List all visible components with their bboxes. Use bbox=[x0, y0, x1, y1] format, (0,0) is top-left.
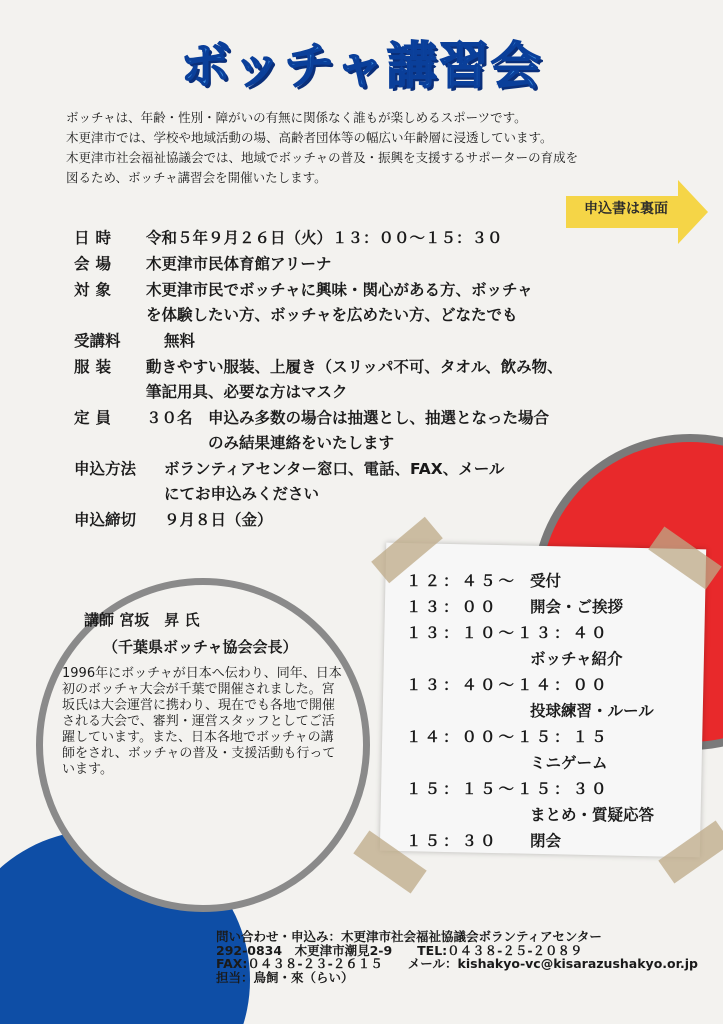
schedule-item: 開会・ご挨拶 bbox=[530, 598, 624, 616]
application-form-note: 申込書は裏面 bbox=[584, 201, 668, 217]
detail-label: 申込方法 bbox=[74, 460, 137, 478]
detail-label: 申込締切 bbox=[74, 511, 137, 529]
schedule-item: 受付 bbox=[530, 572, 562, 590]
schedule-row bbox=[406, 698, 696, 724]
schedule-item: まとめ・質疑応答 bbox=[530, 806, 655, 824]
detail-label: 定員 bbox=[74, 409, 118, 427]
schedule-time bbox=[406, 698, 530, 724]
schedule-item: ボッチャ紹介 bbox=[530, 650, 623, 668]
detail-row-date bbox=[74, 226, 674, 251]
detail-row-target bbox=[74, 278, 674, 328]
intro-line: 木更津市では、学校や地域活動の場、高齢者団体等の幅広い年齢層に浸透しています。 bbox=[66, 130, 553, 145]
intro-text bbox=[66, 108, 686, 188]
schedule-item: 閉会 bbox=[530, 832, 562, 850]
schedule-list bbox=[406, 568, 696, 854]
detail-row-clothing bbox=[74, 355, 674, 405]
contact-info bbox=[216, 930, 698, 984]
schedule-time: １５：３０ bbox=[406, 832, 499, 850]
schedule-row bbox=[406, 802, 696, 828]
schedule-item: 投球練習・ルール bbox=[530, 702, 654, 720]
detail-row-capacity bbox=[74, 406, 674, 456]
event-details bbox=[74, 226, 674, 534]
contact-line: 担当：鳥飼・來（らい） bbox=[216, 969, 354, 985]
schedule-row bbox=[406, 568, 696, 594]
detail-value: ３０名 申込み多数の場合は抽選とし、抽選となった場合 のみ結果連絡をいたします bbox=[146, 409, 550, 452]
schedule-row bbox=[406, 646, 696, 672]
detail-value: 木更津市民体育館アリーナ bbox=[146, 255, 332, 273]
schedule-time: １５：１５～１５：３０ bbox=[406, 780, 610, 798]
detail-label: 受講料 bbox=[74, 332, 121, 350]
schedule-time bbox=[406, 802, 530, 828]
schedule-time: １３：００ bbox=[406, 598, 499, 616]
contact-line: FAX:０４３８-２３-２６１５ メール：kishakyo-vc@kisarazushakyo.or.jp bbox=[216, 956, 698, 971]
contact-line: 問い合わせ・申込み：木更津市社会福祉協議会ボランティアセンター bbox=[216, 929, 602, 944]
schedule-item: ミニゲーム bbox=[530, 754, 608, 772]
detail-row-venue bbox=[74, 252, 674, 277]
detail-row-fee bbox=[74, 329, 674, 354]
detail-label: 会場 bbox=[74, 255, 118, 273]
schedule-time bbox=[406, 750, 530, 776]
speaker-bio: 1996年にボッチャが日本へ伝わり、同年、日本初のボッチャ大会が千葉で開催されました。宮坂氏は大会運営に携わり、現在でも各地で開催される大会で、審判・運営スタッフとしてご活躍しています。また、日本各地でボッチャの講師をされ、ボッチャの普及・支援活動も行っています。 bbox=[62, 666, 342, 777]
schedule-row bbox=[406, 724, 696, 750]
page-title: ボッチャ講習会 bbox=[180, 37, 543, 95]
detail-value: 動きやすい服装、上履き（スリッパ不可、タオル、飲み物、 筆記用具、必要な方はマスク bbox=[146, 358, 563, 401]
schedule-time: １３：１０～１３：４０ bbox=[406, 624, 610, 642]
speaker-organization: （千葉県ボッチャ協会会長） bbox=[103, 638, 298, 656]
schedule-time: １３：４０～１４：００ bbox=[406, 676, 610, 694]
detail-label: 服装 bbox=[74, 358, 118, 376]
detail-row-application bbox=[74, 457, 674, 507]
detail-value: 木更津市民でボッチャに興味・関心がある方、ボッチャ を体験したい方、ボッチャを広めたい方、どなたでも bbox=[146, 281, 533, 324]
schedule-row bbox=[406, 776, 696, 802]
intro-line: 図るため、ボッチャ講習会を開催いたします。 bbox=[66, 170, 327, 185]
speaker-name: 講師 宮坂 昇 氏 bbox=[84, 611, 200, 629]
detail-row-deadline bbox=[74, 508, 674, 533]
contact-line: 292-0834 木更津市潮見2-9 TEL:０４３８-２５-２０８９ bbox=[216, 942, 583, 958]
schedule-row bbox=[406, 620, 696, 646]
detail-value: 令和５年９月２６日（火）１３：００～１５：３０ bbox=[146, 229, 503, 247]
schedule-time: １４：００～１５：１５ bbox=[406, 728, 610, 746]
schedule-row bbox=[406, 750, 696, 776]
schedule-time: １２：４５～ bbox=[406, 572, 518, 590]
detail-value: 無料 bbox=[164, 332, 196, 350]
detail-value: ボランティアセンター窓口、電話、FAX、メール にてお申込みください bbox=[164, 460, 505, 503]
schedule-row bbox=[406, 828, 696, 854]
schedule-row bbox=[406, 594, 696, 620]
detail-label: 対象 bbox=[74, 281, 118, 299]
intro-line: ボッチャは、年齢・性別・障がいの有無に関係なく誰もが楽しめるスポーツです。 bbox=[66, 110, 527, 125]
detail-label: 日時 bbox=[74, 229, 118, 247]
schedule-row bbox=[406, 672, 696, 698]
schedule-time bbox=[406, 646, 530, 672]
detail-value: ９月８日（金） bbox=[164, 511, 273, 529]
intro-line: 木更津市社会福祉協議会では、地域でボッチャの普及・振興を支援するサポーターの育成を bbox=[66, 150, 579, 165]
